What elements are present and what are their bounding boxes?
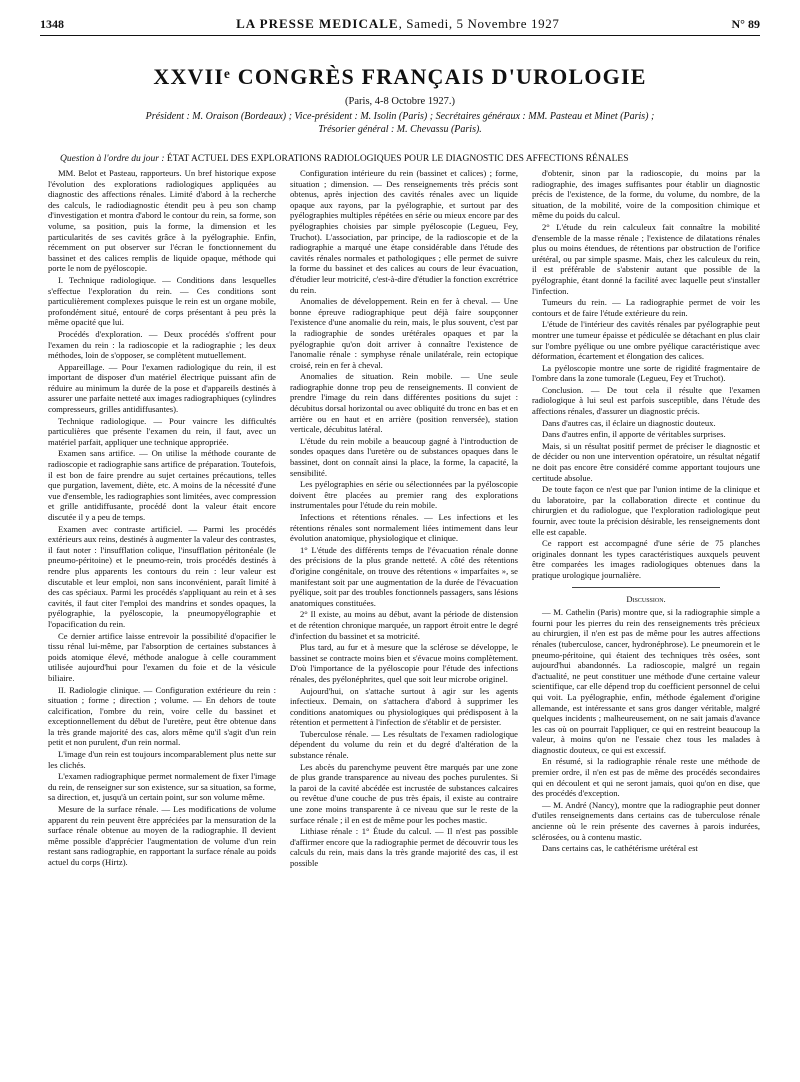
paragraph: L'étude du rein mobile a beaucoup gagné à l'introduction de sondes opaques dans l'uretère ou de substances opaques dans le bassinet, dont on connaît ainsi la place, la forme, la capacité, la sensibilité. bbox=[290, 435, 518, 478]
paragraph: Tuberculose rénale. — Les résultats de l'examen radiologique dépendent du volume du rein et du degré d'altération de la substance rénale. bbox=[290, 728, 518, 761]
agenda-question bbox=[60, 154, 760, 164]
paragraph: Mesure de la surface rénale. — Les modifications de volume apparent du rein peuvent être appréciées par la mensuration de la surface rénale obtenue au moyen de la radiographie. Il devient même possible d'apprécier l'augmentation de volume d'un rein restant sans radiographie, en rapportant la surface rénale au poids actuel du corps (Hirtz). bbox=[48, 804, 276, 867]
paragraph: — M. Cathelin (Paris) montre que, si la radiographie simple a fourni pour les pierres du rein des renseignements très précieux au chirurgien, il n'en est pas de même pour les autres affections rénales (tuberculose, cancer, hydronéphrose). Le pneumorein et le pneumo-péritoine, qui étaient des techniques très osées, sont aujourd'hui abandonnés. La radioscopie, malgré un regain d'actualité, ne peut constituer une méthode d'une certaine valeur scientifique, car elle dépend trop du coefficient personnel de celui qui voit. La pyélographie, enfin, méthode également d'origine allemande, est intéressante et sans gros danger véritable, malgré quelques incidents ; malheureusement, on ne sait jamais d'avance les cas où on pourrait l'appliquer, ce qui en restreint beaucoup la valeur, à moins qu'on ne l'essaie chez tous les malades à diagnostic douteux, ce qui est excessif. bbox=[532, 607, 760, 755]
discussion-heading: Discussion. bbox=[626, 593, 666, 604]
paragraph: Examen sans artifice. — On utilise la méthode courante de radioscopie et radiographie sans artifice de préparation. Toutefois, il est bon de faire prendre au sujet certaines précautions, telles que purgation, lavement, diète, etc. A moins de la nécessité d'une vue d'ensemble, les radiographies sont limitées, avec compression et grille antidiffusante, procédé dont la valeur était encore discutée il y a peu de temps. bbox=[48, 448, 276, 522]
column-3 bbox=[532, 168, 760, 1074]
paragraph: I. Technique radiologique. — Conditions dans lesquelles s'effectue l'exploration du rein. — Ces conditions sont particulièrement complexes puisque le rein est un organe mobile, profondément situé, entouré de corps présentant à peu près la même opacité que lui. bbox=[48, 274, 276, 328]
paragraph: L'image d'un rein est toujours incomparablement plus nette sur les clichés. bbox=[48, 749, 276, 770]
paragraph: d'obtenir, sinon par la radioscopie, du moins par la radiographie, des images suffisantes pour établir un diagnostic précis de l'existence, de la forme, du volume, du nombre, de la situation, de la mobilité, voire de la composition chimique et même du poids du calcul. bbox=[532, 168, 760, 221]
paragraph: En résumé, si la radiographie rénale reste une méthode de premier ordre, il n'en est pas de même des procédés secondaires qui en découlent et qui ne seront jamais, quoi qu'on en dise, que des procédés d'exception. bbox=[532, 756, 760, 799]
paragraph: 1° L'étude des différents temps de l'évacuation rénale donne des précisions de la plus grande netteté. A côté des rétentions d'origine congénitale, on trouve des rétentions « imparfaites », se manifestant soit par une augmentation de la durée de l'évacuation pyélique, soit par des troubles fonctionnels passagers, sans lésions anatomiques constituées. bbox=[290, 544, 518, 608]
paragraph: Plus tard, au fur et à mesure que la sclérose se développe, le bassinet se contracte moins bien et s'évacue moins complètement. D'où l'importance de la pyéloscopie pour l'étude des infections rénales, des pyélonéphrites, quel que soit leur microbe originel. bbox=[290, 642, 518, 684]
column-2 bbox=[290, 168, 518, 1074]
paragraph: Procédés d'exploration. — Deux procédés s'offrent pour l'examen du rein : la radioscopie et la radiographie ; les deux méthodes, loin de s'opposer, se complètent mutuellement. bbox=[48, 328, 276, 361]
paragraph: De toute façon ce n'est que par l'union intime de la clinique et du laboratoire, par la collaboration directe et continue du chirurgien et du radiologue, que l'exploration radiologique peut fournir, avec toute la précision désirable, les renseignements dont elle est capable. bbox=[532, 484, 760, 537]
paragraph: Infections et rétentions rénales. — Les infections et les rétentions rénales sont normalement liées intimement dans leur évolution anatomique, physiologique et clinique. bbox=[290, 512, 518, 544]
paragraph: Les pyélographies en série ou sélectionnées par la pyéloscopie doivent être placées au premier rang des explorations instrumentales pour l'étude du rein mobile. bbox=[290, 479, 518, 511]
question-label: Question à l'ordre du jour : bbox=[60, 154, 165, 164]
paragraph: Dans d'autres cas, il éclaire un diagnostic douteux. bbox=[542, 417, 716, 428]
column-1 bbox=[48, 168, 276, 1074]
paragraph: Appareillage. — Pour l'examen radiologique du rein, il est important de disposer d'un matériel électrique puissant afin de réduire au minimum la durée de la pose et d'appareils destinés à assurer une parfaite netteté aux images radiographiques (cylindres compresseurs, grilles antidiffusantes). bbox=[48, 361, 276, 415]
paragraph: Anomalies de développement. Rein en fer à cheval. — Une bonne épreuve radiographique peut déjà faire soupçonner l'existence d'une anomalie du rein, mais, le plus souvent, c'est par la radiographie de sondes urétérales opaques et par la pyélographie qu'on doit arriver à connaître l'existence de l'anomalie rénale : symphyse rénale unilatérale, rein ectopique croisé, rein en fer à cheval. bbox=[290, 296, 518, 370]
issue-date: , Samedi, 5 Novembre 1927 bbox=[398, 16, 560, 31]
paragraph: Ce dernier artifice laisse entrevoir la possibilité d'opacifier le tissu rénal lui-même, par l'absorption de certaines substances à poids atomique élevé, méthode analogue à celle couramment utilisée aujourd'hui pour l'examen du foie et de la vésicule biliaire. bbox=[48, 630, 276, 683]
paragraph: L'étude de l'intérieur des cavités rénales par pyélographie peut montrer une tumeur épaisse et pédiculée se détachant en plus clair sur l'ombre pyélique ou une ombre pyélique caractéristique avec déformation, écartement et élongation des calices. bbox=[532, 319, 760, 362]
paragraph: Aujourd'hui, on s'attache surtout à agir sur les agents infectieux. Demain, on s'attachera d'abord à supprimer les conditions anatomiques ou physiologiques qui prédisposent à la rétention et permettent à l'infection de s'établir et de persister. bbox=[290, 685, 518, 728]
paragraph: Dans d'autres enfin, il apporte de véritables surprises. bbox=[542, 429, 726, 440]
article-columns bbox=[48, 168, 760, 1074]
paragraph: 2° L'étude du rein calculeux fait connaître la mobilité d'ensemble de la masse rénale ; l'existence de dilatations rénales plus ou moins étendues, de rétentions par obstruction de l'orifice urétéral, ou par simple spasme. Mais, chez les calculeux du rein, il est préférable de s'abstenir autant que possible de la pyélographie, étant donné la facilité avec laquelle peut s'installer l'infection. bbox=[532, 221, 760, 296]
paragraph: Anomalies de situation. Rein mobile. — Une seule radiographie donne trop peu de renseignements. Il convient de prendre l'image du rein dans différentes positions du sujet : décubitus dorsal horizontal ou avec obliquité du tronc en bas et en arrière ou en haut et en arrière (position renversée), station verticale, décubitus latéral. bbox=[290, 371, 518, 435]
congress-dates: (Paris, 4-8 Octobre 1927.) bbox=[345, 96, 455, 107]
paragraph: Technique radiologique. — Pour vaincre les difficultés particulières que présente l'examen du rein, il faut, avec un matériel parfait, appliquer une technique appropriée. bbox=[48, 415, 276, 447]
paragraph: II. Radiologie clinique. — Configuration extérieure du rein : situation ; forme ; direction ; volume. — En dehors de toute calcification, l'ombre du rein, voire celle du bassinet et exceptionnellement du début de l'uretère, peut être obtenue dans la très grande majorité des cas, alors même qu'il s'agit d'un rein petit et non purulent, d'un rein normal. bbox=[48, 684, 276, 748]
congress-title: XXVIIᵉ CONGRÈS FRANÇAIS D'UROLOGIE bbox=[153, 64, 647, 89]
paragraph: Lithiase rénale : 1° Étude du calcul. — Il n'est pas possible d'affirmer encore que la radiographie permet de découvrir tous les calculs du rein, mais dans la très grande majorité des cas, il est possible bbox=[290, 826, 518, 868]
paragraph: La pyéloscopie montre une sorte de rigidité fragmentaire de l'ombre dans la zone tumorale (Legueu, Fey et Truchot). bbox=[532, 362, 760, 384]
paragraph: L'examen radiographique permet normalement de fixer l'image du rein, de renseigner sur son existence, sur sa situation, sa forme, sa direction, et, jusqu'à un certain point, sur son volume même. bbox=[48, 771, 276, 803]
officers-line-1: Président : M. Oraison (Bordeaux) ; Vice-président : M. Isolin (Paris) ; Secrétaires généraux : MM. Pasteau et Minet (Paris) ; bbox=[145, 111, 655, 122]
page-header bbox=[40, 8, 760, 36]
journal-masthead bbox=[236, 16, 559, 32]
question-text: ÉTAT ACTUEL DES EXPLORATIONS RADIOLOGIQUES POUR LE DIAGNOSTIC DES AFFECTIONS RÉNALES bbox=[164, 154, 629, 164]
paragraph: Tumeurs du rein. — La radiographie permet de voir les contours et de faire l'étude extérieure du rein. bbox=[532, 297, 760, 318]
paragraph: 2° Il existe, au moins au début, avant la période de distension et de rétention chronique marquée, un rapport étroit entre le degré d'infection du bassinet et sa motricité. bbox=[290, 609, 518, 641]
paragraph: Conclusion. — De tout cela il résulte que l'examen radiologique à lui seul est parfois susceptible, dans l'étude des affections rénales, d'assurer un diagnostic précis. bbox=[532, 384, 760, 417]
paragraph: — M. André (Nancy), montre que la radiographie peut donner d'utiles renseignements dans certains cas de tuberculose rénale ancienne où le rein présente des cavernes à parois indurées, sclérosées, ou à contenu mastic. bbox=[532, 799, 760, 842]
paragraph: Dans certains cas, le cathétérisme urétéral est bbox=[542, 843, 698, 854]
issue-number: N° 89 bbox=[731, 17, 760, 31]
page-number: 1348 bbox=[40, 17, 64, 31]
journal-name: LA PRESSE MEDICALE bbox=[236, 16, 399, 31]
paragraph: MM. Belot et Pasteau, rapporteurs. Un bref historique expose l'évolution des explorations radiologiques appliquées au diagnostic des affections rénales. Limité d'abord à la recherche des calculs, le radiodiagnostic étendit peu à peu son champ d'investigation et montra d'abord le contour du rein, sa forme, son volume, sa position, puis la forme, la dimension et les particularités de ses cavités grâce à la pyélographie. Enfin, récemment on put observer sur l'écran le fonctionnement du bassinet et des calices remplis de liquide opaque, méthode qui porte le nom de pyéloscopie. bbox=[48, 168, 276, 274]
paragraph: Configuration intérieure du rein (bassinet et calices) ; forme, situation ; dimension. — Des renseignements très précis sont obtenus, après injection des cavités rénales avec un liquide opaque aux rayons, par la pyélographie, et surtout par des pyélographies multiples répétées en série ou mieux encore par des pyélographies choisies par simple pyéloscopie (Legueu, Fey, Truchot). L'association, par principe, de la radioscopie et de la radiographie a marqué une étape considérable dans l'étude des cavités rénales normales et pathologiques ; elle permet de suivre la forme du bassinet et des calices au cours de leur évacuation, d'étudier leur motricité, c'est-à-dire d'étudier la fonction excrétrice du rein. bbox=[290, 168, 518, 295]
congress-officers bbox=[60, 110, 740, 136]
officers-line-2: Trésorier général : M. Chevassu (Paris). bbox=[318, 124, 482, 135]
paragraph: Ce rapport est accompagné d'une série de 75 planches originales donnant les types caractéristiques auxquels peuvent être comparées les images radiologiques obtenues dans la pratique urologique journalière. bbox=[532, 538, 760, 580]
paragraph: Examen avec contraste artificiel. — Parmi les procédés extérieurs aux reins, destinés à augmenter la valeur des contrastes, il faut noter : l'insufflation colique, l'insufflation péritonéale (le pneumo-péritoine) et le pneumo-rein, trois procédés destinés à rendre plus apparents les contours du rein : leur valeur est discutable et leur emploi, non sans inconvénient, paraît limité à des cas spéciaux. Parmi les procédés s'appliquant au rein et à ses cavités, il faut citer l'emploi des mandrins et sondes opaques, la pyélographie, la pyéloscopie, la pneumopyélographie et l'opacification du rein. bbox=[48, 523, 276, 629]
section-divider bbox=[572, 587, 720, 588]
paragraph: Mais, si un résultat positif permet de préciser le diagnostic et de décider ou non une intervention opératoire, un résultat négatif ne doit pas encore être considéré comme apportant toujours une certitude absolue. bbox=[532, 440, 760, 483]
paragraph: Les abcès du parenchyme peuvent être marqués par une zone de plus grande transparence au niveau des poches purulentes. Si la paroi de la cavité abcédée est incrustée de substances calcaires ou revêtue d'une couche de pus très épais, il existe au contraire une zone moins transparente à ce niveau que sur le reste de la surface rénale ; il en est de même pour les poches mastic. bbox=[290, 761, 518, 825]
